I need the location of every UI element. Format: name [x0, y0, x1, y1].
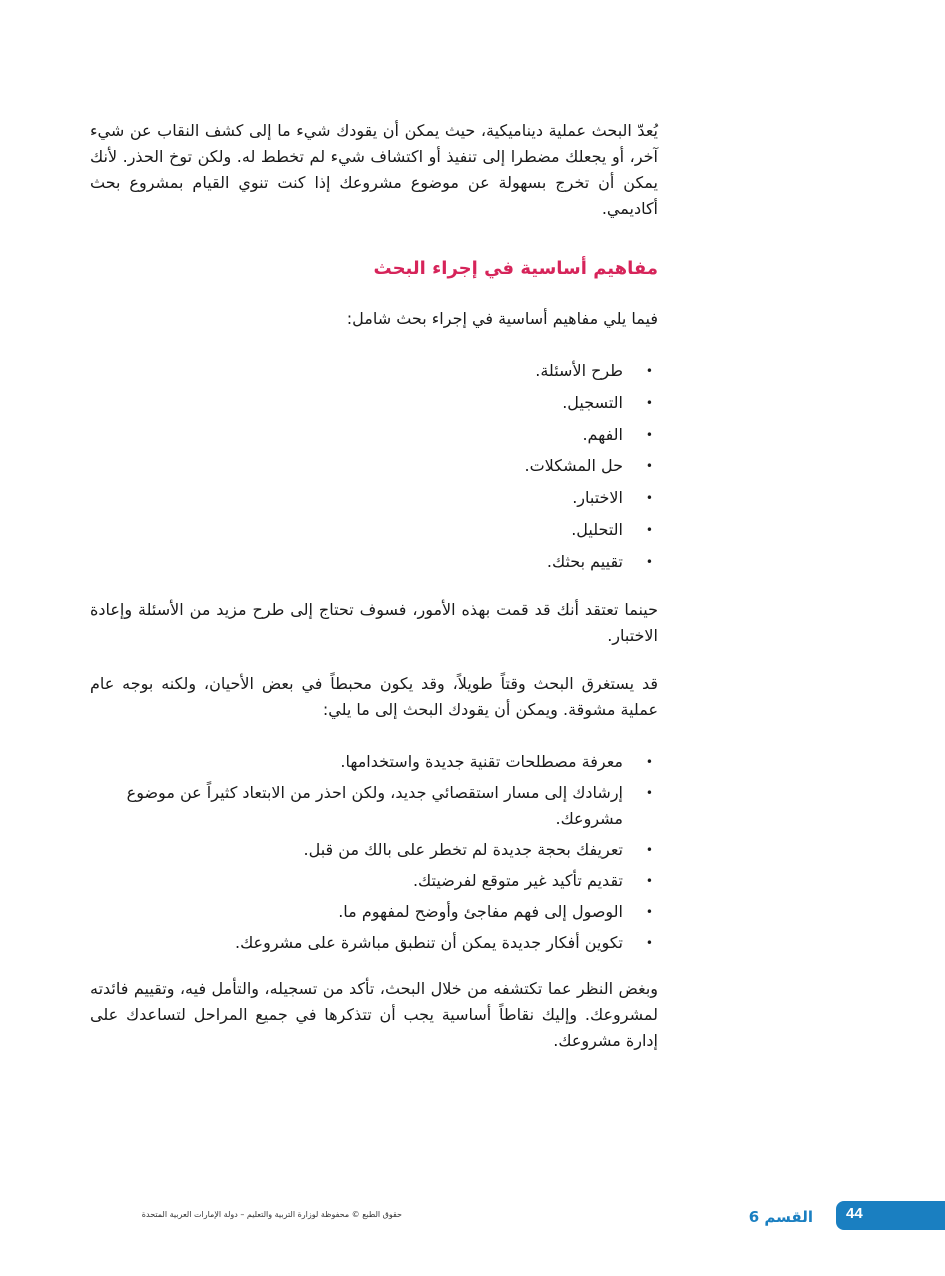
bullet-icon: •	[645, 364, 653, 378]
bullet-icon: •	[645, 395, 653, 410]
bullet-icon: •	[645, 904, 653, 919]
bullet-icon: •	[645, 522, 653, 537]
bullet-icon: •	[645, 754, 653, 769]
concepts-intro: فيما يلي مفاهيم أساسية في إجراء بحث شامل:	[346, 309, 658, 328]
bullet-icon: •	[645, 842, 653, 857]
bullet-icon: •	[645, 427, 653, 442]
list-item: • معرفة مصطلحات تقنية جديدة واستخدامها.	[90, 749, 623, 775]
research-time-paragraph: قد يستغرق البحث وقتاً طويلاً، وقد يكون محبطاً في بعض الأحيان، ولكنه بوجه عام عملية مشوقة. ويمكن أن يقودك البحث إلى ما يلي:	[90, 673, 658, 719]
bullet-icon: •	[645, 935, 653, 950]
closing-paragraph: وبغض النظر عما تكتشفه من خلال البحث، تأكد من تسجيله، والتأمل فيه، وتقييم فائدته لمشروعك. وإليك نقاطاً أساسية يجب أن تتذكرها في جميع المراحل لتساعدك على إدارة مشروعك.	[90, 978, 658, 1050]
list-item: • إرشادك إلى مسار استقصائي جديد، ولكن احذر من الابتعاد كثيراً عن موضوع مشروعك.	[90, 780, 623, 832]
page-number: 44	[846, 1205, 863, 1222]
list-item: • تعريفك بحجة جديدة لم تخطر على بالك من قبل.	[90, 837, 623, 863]
list-item: • حل المشكلات.	[90, 453, 623, 479]
section-heading: مفاهيم أساسية في إجراء البحث	[373, 258, 658, 279]
bullet-icon: •	[645, 873, 653, 888]
list-item: • الفهم.	[90, 422, 623, 448]
list-item: • طرح الأسئلة.	[90, 358, 623, 384]
article-body	[90, 118, 658, 1054]
outcomes-list	[90, 749, 658, 956]
intro-paragraph: يُعدّ البحث عملية ديناميكية، حيث يمكن أن يقودك شيء ما إلى كشف النقاب عن شيء آخر، أو يجعلك مضطرا إلى تنفيذ أو اكتشاف شيء لم تخطط له. ولكن توخ الحذر. لأنك يمكن أن تخرج بسهولة عن موضوع مشروعك إذا كنت تنوي القيام بمشروع بحث أكاديمي.	[90, 121, 658, 218]
list-item: • تقديم تأكيد غير متوقع لفرضيتك.	[90, 868, 623, 894]
list-item: • الاختبار.	[90, 485, 623, 511]
bullet-icon: •	[645, 459, 653, 474]
list-item: • تكوين أفكار جديدة يمكن أن تنطبق مباشرة على مشروعك.	[90, 930, 623, 956]
bullet-icon: •	[645, 491, 653, 506]
after-concepts-paragraph: حينما تعتقد أنك قد قمت بهذه الأمور، فسوف تحتاج إلى طرح مزيد من الأسئلة وإعادة الاختبار.	[90, 599, 658, 645]
list-item: • التسجيل.	[90, 390, 623, 416]
bullet-icon: •	[645, 554, 653, 569]
section-label: القسم 6	[748, 1208, 813, 1226]
list-item: • الوصول إلى فهم مفاجئ وأوضح لمفهوم ما.	[90, 899, 623, 925]
copyright-notice: حقوق الطبع © محفوظة لوزارة التربية والتعليم – دولة الإمارات العربية المتحدة	[141, 1210, 402, 1219]
concepts-list	[90, 358, 658, 575]
list-item: • التحليل.	[90, 517, 623, 543]
bullet-icon: •	[645, 785, 653, 800]
list-item: • تقييم بحثك.	[90, 549, 623, 575]
